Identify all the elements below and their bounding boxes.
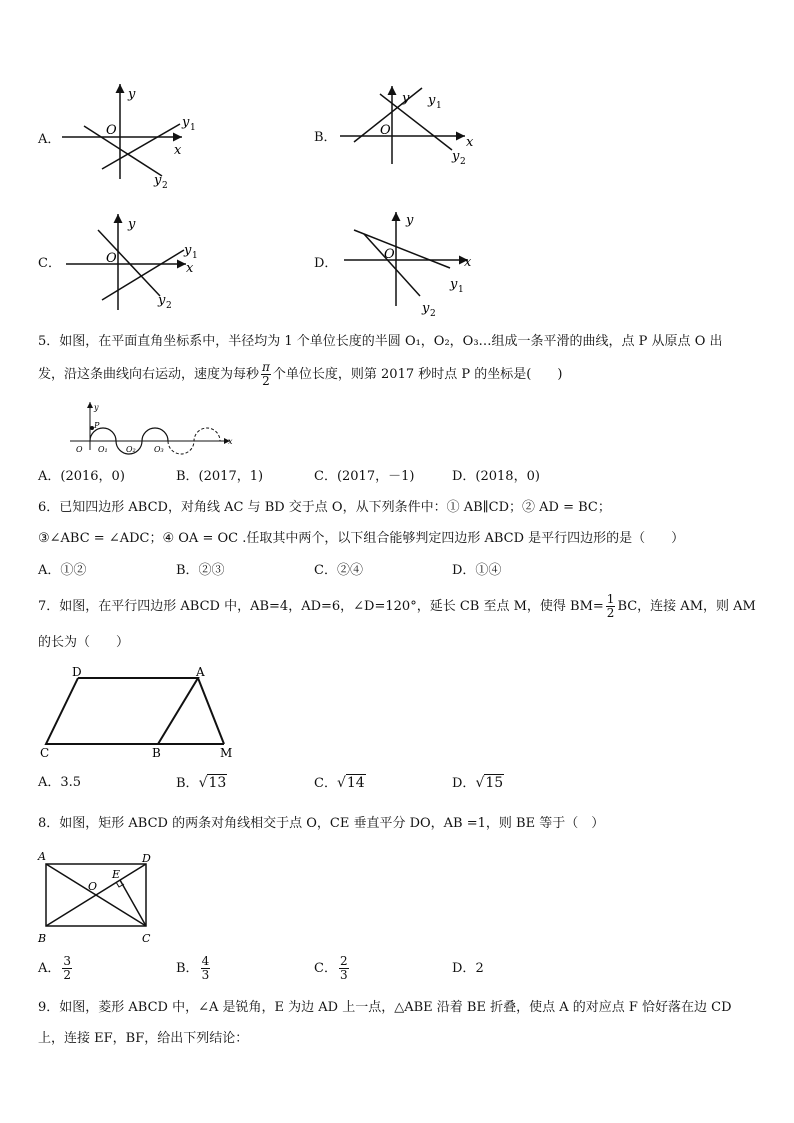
label-d: D (72, 665, 82, 679)
q8-option-b-fraction (201, 955, 211, 982)
x-label: x (228, 437, 233, 446)
line-y2 (364, 234, 420, 296)
segment-am (198, 678, 224, 744)
q7-option-b-letter: B． (176, 776, 199, 791)
label-c: C (142, 932, 151, 945)
q8-rectangle-figure (36, 848, 166, 944)
q7-option-d-value: 15 (485, 775, 504, 791)
y2-label: y (158, 293, 166, 308)
q5-line-2-post: 个单位长度，则第 2017 秒时点 P 的坐标是( ) (272, 367, 563, 382)
q8-option-c-letter: C． (314, 961, 337, 976)
label-o: O (88, 880, 98, 893)
q7-bm-fraction (606, 593, 616, 620)
q8-option-a-fraction (62, 955, 72, 982)
q6-option-c: C．②④ (314, 563, 363, 578)
q4-option-a-graph (62, 84, 202, 194)
y1-sub: 1 (192, 251, 198, 261)
q5-option-b: B．(2017，1) (176, 469, 264, 484)
y1-sub: 1 (436, 101, 442, 111)
q6-option-a: A．①② (38, 563, 87, 578)
q4-option-b-letter: B． (314, 130, 337, 145)
q7-line-2: 的长为（ ） (38, 635, 130, 650)
y2-label: y (154, 173, 162, 188)
q6-option-d: D．①④ (452, 563, 502, 578)
label-b: B (38, 932, 47, 945)
q7-parallelogram-figure (38, 664, 238, 760)
q8-option-b (176, 952, 212, 986)
x-label: x (464, 255, 472, 270)
y2-sub: 2 (162, 181, 168, 191)
q7-line-1-pre: 7．如图，在平行四边形 ABCD 中，AB=4，AD=6，∠D=120°，延长 CB 至点 M，使得 BM= (38, 599, 604, 614)
y1-label: y (450, 277, 458, 292)
line-y2 (84, 126, 162, 176)
origin-label: O (106, 123, 117, 138)
q7-option-d (452, 775, 504, 792)
q8-option-d-value: 2 (475, 961, 484, 976)
y2-sub: 2 (166, 301, 172, 311)
p-label: P (94, 421, 100, 430)
y-label: y (128, 217, 136, 232)
line-y1 (354, 230, 450, 268)
q7-option-d-letter: D． (452, 776, 476, 791)
q5-option-d: D．(2018，0) (452, 469, 540, 484)
q5-option-c: C．(2017，－1) (314, 469, 415, 484)
label-c: C (40, 746, 50, 760)
q9-line-2: 上，连接 EF，BF，给出下列结论： (38, 1031, 249, 1046)
q8-option-a-letter: A． (38, 961, 61, 976)
y-label: y (94, 403, 99, 412)
q8-option-d (452, 952, 484, 986)
q7-line-1-post: BC，连接 AM，则 AM (617, 599, 756, 614)
frac-num: 2 (339, 954, 348, 968)
q4-option-c-graph (62, 210, 212, 325)
y1-sub: 1 (190, 123, 196, 133)
q7-frac-num: 1 (606, 592, 615, 606)
q5-figure (70, 400, 240, 458)
frac-num: 4 (201, 954, 210, 968)
q8-option-b-letter: B． (176, 961, 199, 976)
segment-ce (120, 880, 146, 926)
q9-line-1: 9．如图，菱形 ABCD 中，∠A 是锐角，E 为边 AD 上一点，△ABE 沿着 BE 折叠，使点 A 的对应点 F 恰好落在边 CD (38, 1000, 732, 1015)
label-b: B (152, 746, 161, 760)
q5-speed-fraction (261, 361, 271, 388)
o2-label: O₂ (126, 445, 136, 454)
y2-sub: 2 (460, 157, 466, 167)
q5-line-2 (38, 360, 562, 390)
q7-option-a (38, 775, 81, 791)
q8-option-c-fraction (339, 955, 349, 982)
q8-option-c (314, 952, 351, 986)
origin-label: O (106, 251, 117, 266)
origin-label: O (384, 247, 395, 262)
sqrt-symbol: √14 (336, 775, 365, 791)
y2-label: y (422, 301, 430, 316)
q5-line-2-pre: 发，沿这条曲线向右运动，速度为每秒 (38, 367, 260, 382)
parallelogram-abcd (46, 678, 198, 744)
q4-option-d-letter: D． (314, 256, 338, 271)
frac-den: 3 (339, 968, 348, 982)
q7-option-c-letter: C． (314, 776, 337, 791)
frac-num: 3 (63, 954, 72, 968)
frac-den: 3 (201, 968, 210, 982)
q8-option-a (38, 952, 74, 986)
x-label: x (174, 143, 182, 158)
y1-label: y (182, 115, 190, 130)
y-label: y (406, 213, 414, 228)
q7-option-b-value: 13 (208, 775, 227, 791)
q7-option-c-value: 14 (346, 775, 365, 791)
q5-line-1: 5．如图，在平面直角坐标系中，半径均为 1 个单位长度的半圆 O₁，O₂，O₃…组成一条平滑的曲线，点 P 从原点 O 出 (38, 334, 723, 349)
y-label: y (402, 91, 410, 106)
q6-option-b: B．②③ (176, 563, 225, 578)
label-a: A (196, 665, 205, 679)
q7-option-c (314, 775, 366, 792)
origin-label: O (380, 123, 391, 138)
q4-option-b-graph (340, 84, 490, 169)
x-label: x (186, 261, 194, 276)
q5-frac-den: 2 (262, 374, 270, 388)
y1-label: y (184, 243, 192, 258)
q7-option-a-letter: A． (38, 775, 61, 790)
y1-label: y (428, 93, 436, 108)
o-label: O (76, 445, 83, 454)
q7-frac-den: 2 (606, 606, 615, 620)
q8-line-1: 8．如图，矩形 ABCD 的两条对角线相交于点 O，CE 垂直平分 DO，AB =1，则 BE 等于（ ） (38, 816, 605, 831)
y2-sub: 2 (430, 309, 436, 319)
y2-label: y (452, 149, 460, 164)
q7-option-b (176, 775, 227, 792)
q6-line-1: 6．已知四边形 ABCD，对角线 AC 与 BD 交于点 O，从下列条件中：① AB∥CD；② AD = BC； (38, 500, 611, 515)
label-a: A (38, 850, 46, 863)
q7-line-1 (38, 592, 756, 622)
o1-label: O₁ (98, 445, 108, 454)
label-d: D (142, 852, 151, 865)
q7-option-a-value: 3.5 (60, 775, 82, 790)
q4-option-c-letter: C． (38, 256, 61, 271)
q5-frac-num: π (262, 360, 270, 374)
q8-option-d-letter: D． (452, 961, 476, 976)
q4-option-d-graph (340, 210, 490, 320)
x-label: x (466, 135, 474, 150)
y1-sub: 1 (458, 285, 464, 295)
frac-den: 2 (63, 968, 72, 982)
sqrt-symbol: √13 (198, 775, 227, 791)
sqrt-symbol: √15 (475, 775, 504, 791)
y-label: y (128, 87, 136, 102)
q5-option-a: A．(2016，0) (38, 469, 125, 484)
q4-option-a-letter: A． (38, 132, 61, 147)
label-e: E (112, 868, 121, 881)
o3-label: O₃ (154, 445, 164, 454)
q6-line-2: ③∠ABC = ∠ADC；④ OA = OC .任取其中两个，以下组合能够判定四边形 ABCD 是平行四边形的是（ ） (38, 531, 685, 546)
label-m: M (220, 746, 233, 760)
